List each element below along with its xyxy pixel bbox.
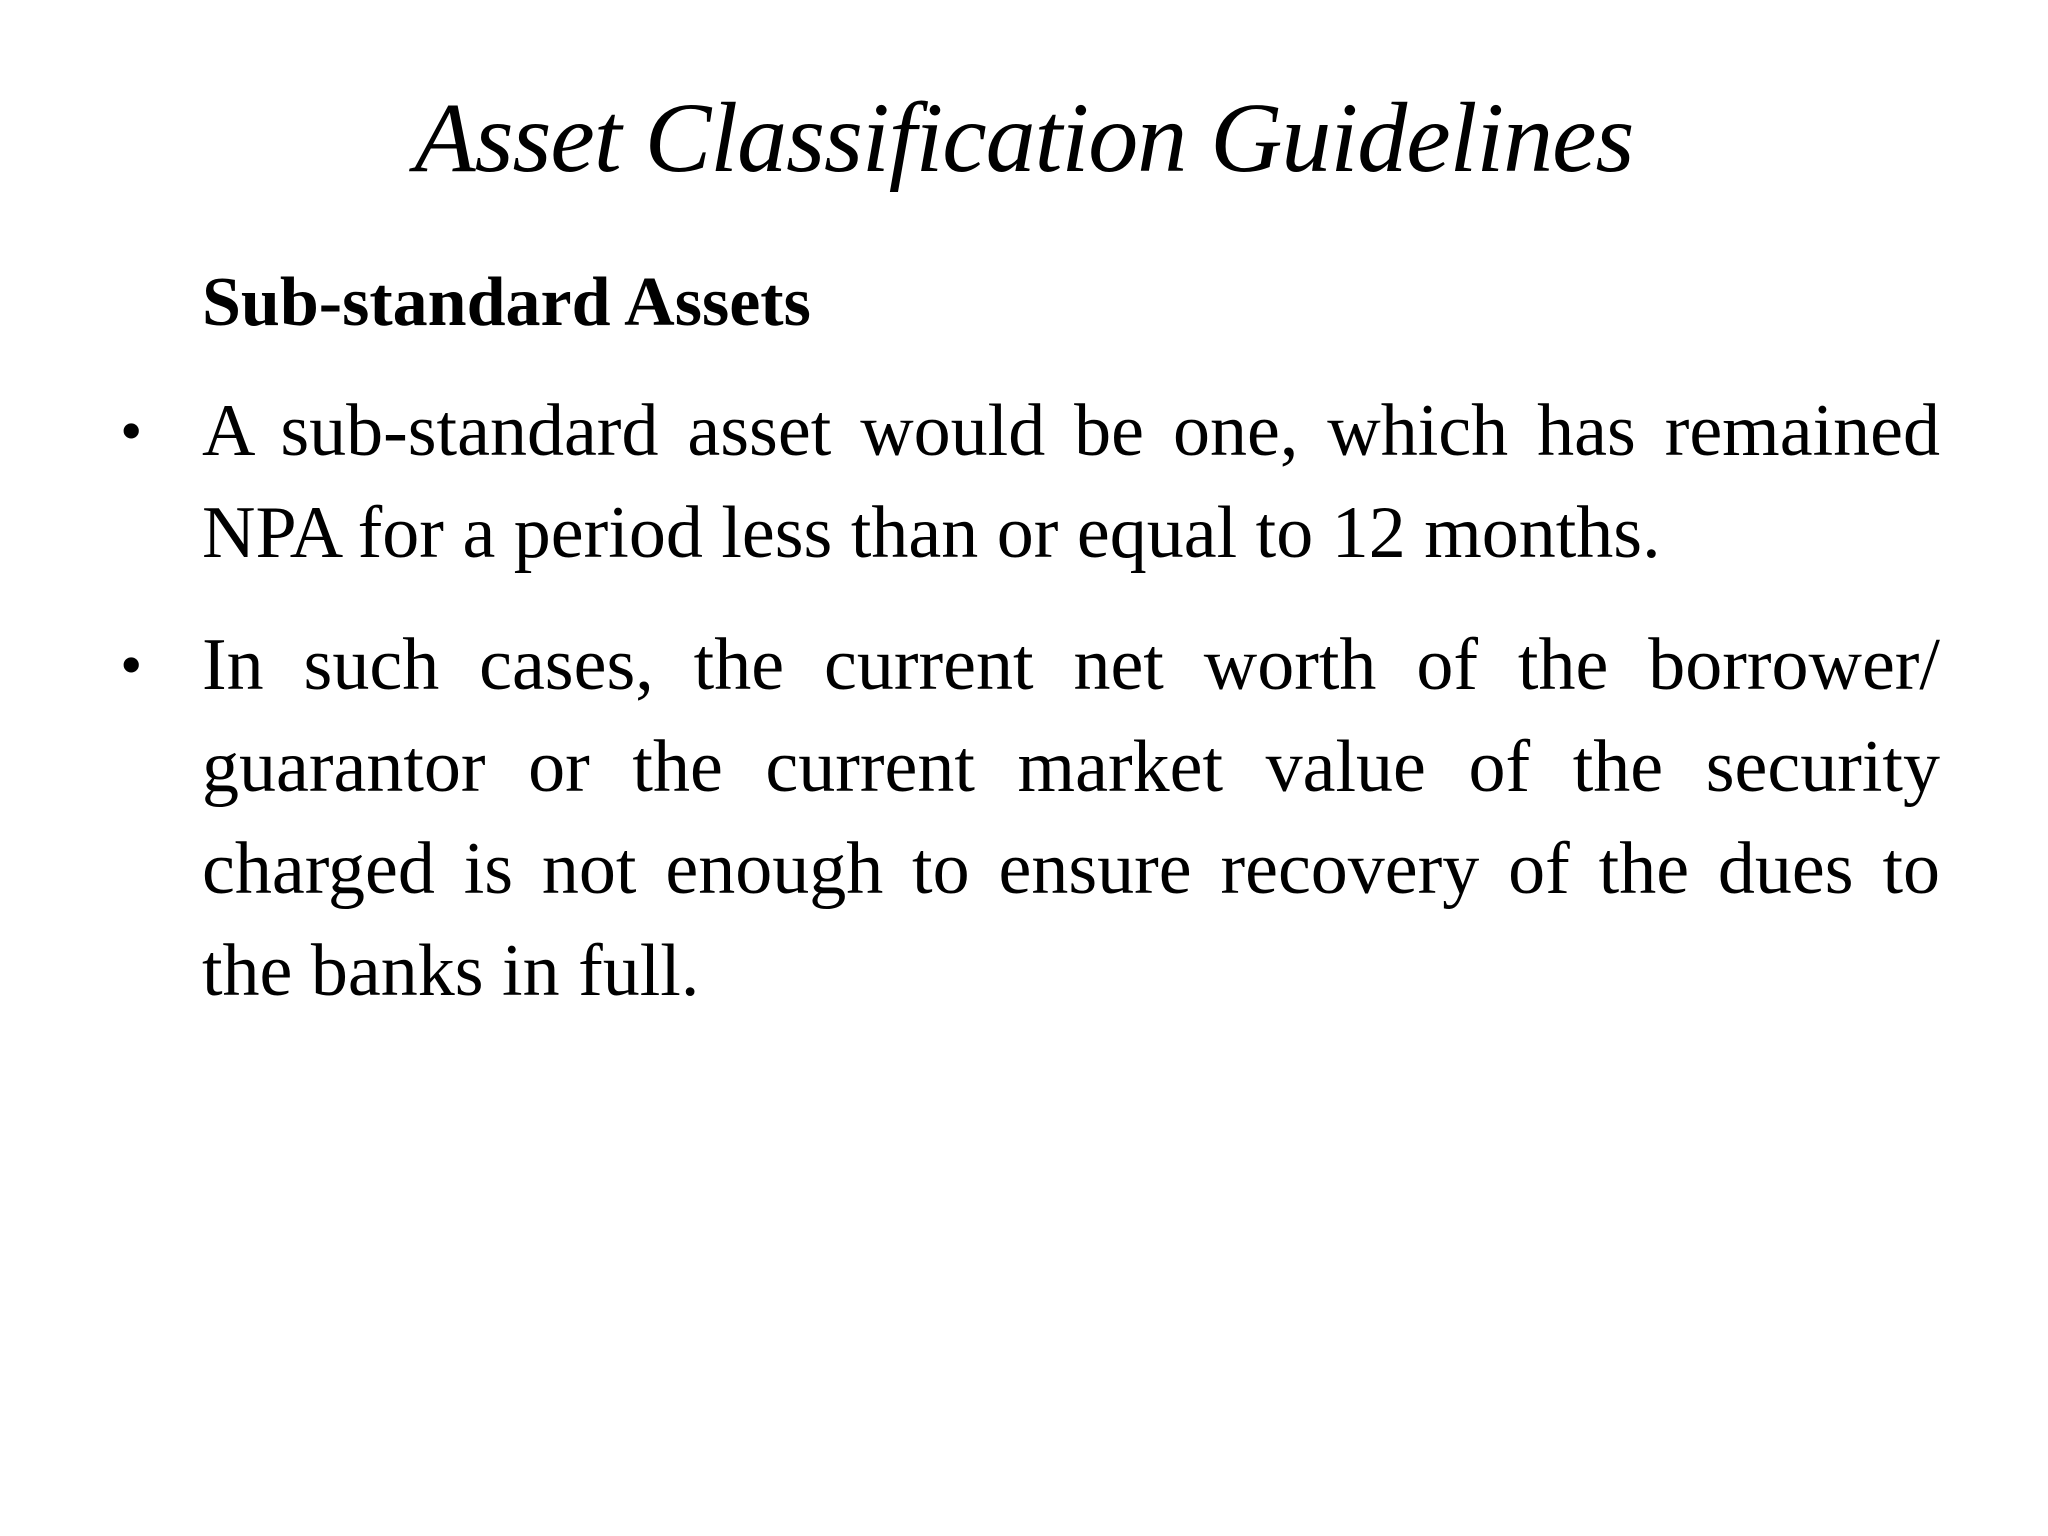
- slide-title: Asset Classification Guidelines: [414, 82, 1634, 193]
- bullet-icon: •: [120, 395, 143, 466]
- bullet-item: [120, 380, 1940, 584]
- section-heading: Sub-standard Assets: [202, 264, 811, 341]
- bullet-text: In such cases, the current net worth of the borrower/ guarantor or the current market value of the security charged is not enough to ensure recovery of the dues to the banks in full.: [202, 624, 1940, 1012]
- bullet-item: [120, 614, 1940, 1022]
- bullet-icon: •: [120, 629, 143, 700]
- bullet-list: [120, 380, 1940, 1022]
- bullet-text: A sub-standard asset would be one, which has remained NPA for a period less than or equal to 12 months.: [202, 390, 1940, 574]
